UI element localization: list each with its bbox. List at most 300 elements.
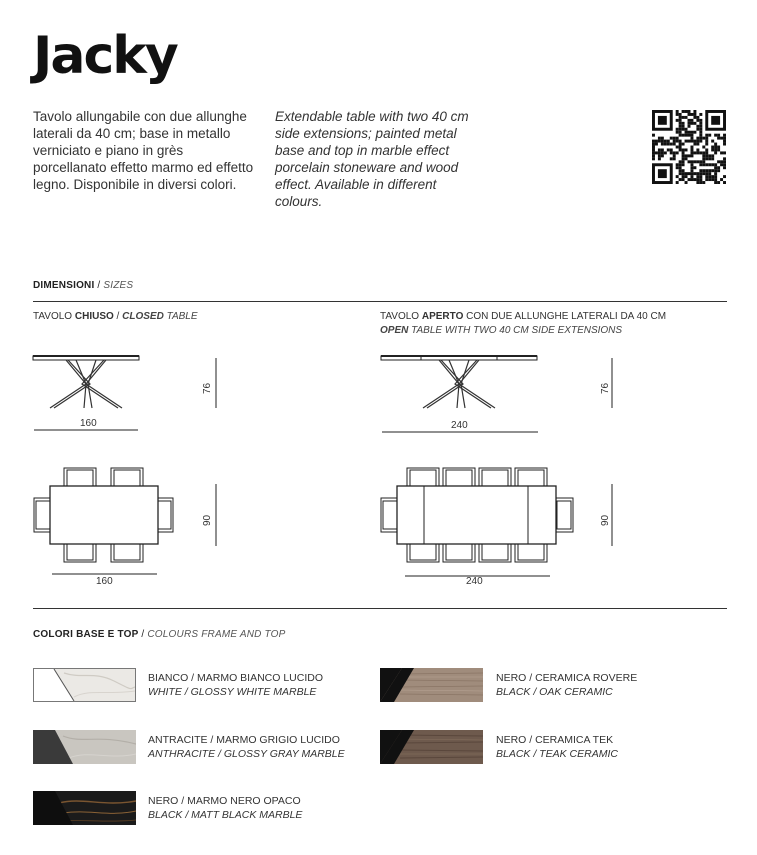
product-title: Jacky bbox=[33, 26, 177, 86]
qr-module bbox=[682, 169, 685, 172]
qr-module bbox=[714, 178, 717, 181]
qr-module bbox=[679, 169, 682, 172]
colors-divider bbox=[33, 608, 727, 609]
qr-module bbox=[658, 116, 667, 125]
caption-open-en: OPEN bbox=[380, 325, 409, 336]
closed-table-side-view bbox=[30, 350, 230, 440]
caption-extensions-en: TABLE WITH TWO 40 CM SIDE EXTENSIONS bbox=[408, 325, 623, 336]
qr-module bbox=[720, 160, 723, 163]
qr-module bbox=[679, 140, 682, 143]
qr-module bbox=[714, 166, 717, 169]
qr-module bbox=[699, 125, 702, 128]
qr-module bbox=[699, 163, 702, 166]
qr-module bbox=[714, 146, 717, 149]
caption-sep: / bbox=[113, 311, 123, 322]
qr-module bbox=[693, 122, 696, 125]
qr-module bbox=[690, 146, 693, 149]
qr-module bbox=[658, 169, 667, 178]
qr-module bbox=[699, 172, 702, 175]
qr-module bbox=[696, 137, 699, 140]
qr-module bbox=[688, 125, 691, 128]
qr-module bbox=[658, 148, 661, 151]
swatch-label-en: BLACK / MATT BLACK MARBLE bbox=[148, 809, 303, 821]
qr-module bbox=[685, 172, 688, 175]
open-table-top-view bbox=[378, 462, 623, 592]
qr-module bbox=[679, 134, 682, 137]
qr-module bbox=[676, 175, 679, 178]
qr-module bbox=[693, 151, 696, 154]
qr-module bbox=[693, 143, 696, 146]
qr-module bbox=[693, 110, 696, 113]
qr-module bbox=[705, 143, 708, 146]
qr-module bbox=[676, 131, 679, 134]
swatch-label-en: BLACK / TEAK CERAMIC bbox=[496, 748, 618, 760]
qr-module bbox=[690, 172, 693, 175]
qr-module bbox=[714, 148, 717, 151]
qr-module bbox=[655, 151, 658, 154]
qr-module bbox=[705, 151, 708, 154]
qr-module bbox=[711, 140, 714, 143]
qr-module bbox=[664, 143, 667, 146]
swatch-black-marble bbox=[33, 791, 136, 825]
qr-module bbox=[679, 172, 682, 175]
swatch-label-oak bbox=[496, 671, 637, 699]
qr-module bbox=[705, 172, 708, 175]
swatch-gray-marble bbox=[33, 730, 136, 764]
qr-module bbox=[679, 119, 682, 122]
qr-module bbox=[655, 140, 658, 143]
qr-module bbox=[690, 137, 693, 140]
qr-module bbox=[708, 163, 711, 166]
qr-module bbox=[693, 140, 696, 143]
qr-module bbox=[717, 146, 720, 149]
qr-module bbox=[708, 175, 711, 178]
qr-module bbox=[661, 140, 664, 143]
qr-module bbox=[699, 178, 702, 181]
qr-module bbox=[676, 151, 679, 154]
qr-module bbox=[682, 134, 685, 137]
qr-module bbox=[720, 137, 723, 140]
qr-module bbox=[690, 175, 693, 178]
qr-module bbox=[679, 131, 682, 134]
qr-module bbox=[696, 128, 699, 131]
qr-module bbox=[658, 154, 661, 157]
qr-module bbox=[723, 175, 726, 178]
qr-module bbox=[685, 131, 688, 134]
qr-module bbox=[688, 122, 691, 125]
qr-module bbox=[658, 140, 661, 143]
qr-module bbox=[696, 125, 699, 128]
qr-module bbox=[693, 116, 696, 119]
qr-module bbox=[690, 148, 693, 151]
qr-module bbox=[682, 172, 685, 175]
qr-module bbox=[688, 160, 691, 163]
qr-module bbox=[693, 113, 696, 116]
qr-module bbox=[676, 140, 679, 143]
qr-module bbox=[702, 154, 705, 157]
qr-module bbox=[652, 134, 655, 137]
description-italian: Tavolo allungabile con due allunghe laterali da 40 cm; base in metallo verniciato e piano in grès porcellanato effetto marmo ed effetto legno. Disponibile in diversi colori. bbox=[33, 109, 254, 192]
qr-module bbox=[714, 172, 717, 175]
qr-module bbox=[679, 160, 682, 163]
qr-module bbox=[685, 110, 688, 113]
swatch-label-en: BLACK / OAK CERAMIC bbox=[496, 686, 613, 698]
qr-module bbox=[696, 116, 699, 119]
qr-module bbox=[676, 128, 679, 131]
qr-module bbox=[673, 140, 676, 143]
qr-module bbox=[682, 122, 685, 125]
qr-module bbox=[685, 128, 688, 131]
qr-module bbox=[711, 146, 714, 149]
qr-module bbox=[711, 148, 714, 151]
closed-depth-label: 90 bbox=[202, 514, 213, 526]
qr-module bbox=[676, 119, 679, 122]
qr-module bbox=[688, 140, 691, 143]
qr-module bbox=[699, 113, 702, 116]
caption-open-it: APERTO bbox=[421, 311, 464, 322]
qr-module bbox=[714, 143, 717, 146]
qr-module bbox=[682, 110, 685, 113]
qr-module bbox=[708, 134, 711, 137]
open-table-side-view bbox=[378, 350, 618, 440]
sizes-divider bbox=[33, 301, 727, 302]
qr-module bbox=[661, 143, 664, 146]
qr-module bbox=[702, 181, 705, 184]
qr-module bbox=[679, 116, 682, 119]
qr-module bbox=[670, 137, 673, 140]
qr-module bbox=[723, 143, 726, 146]
qr-module bbox=[723, 160, 726, 163]
qr-module bbox=[711, 178, 714, 181]
qr-module bbox=[720, 178, 723, 181]
qr-module bbox=[682, 160, 685, 163]
qr-module bbox=[685, 154, 688, 157]
qr-module bbox=[714, 181, 717, 184]
qr-module bbox=[690, 178, 693, 181]
qr-module bbox=[658, 151, 661, 154]
qr-module bbox=[679, 146, 682, 149]
swatch-label-white bbox=[148, 671, 323, 699]
qr-module bbox=[702, 157, 705, 160]
qr-module bbox=[688, 131, 691, 134]
swatch-label-it: ANTRACITE / MARMO GRIGIO LUCIDO bbox=[148, 734, 340, 746]
qr-module bbox=[652, 143, 655, 146]
qr-module bbox=[723, 140, 726, 143]
qr-module bbox=[711, 157, 714, 160]
open-depth-label: 90 bbox=[600, 514, 611, 526]
qr-module bbox=[676, 166, 679, 169]
qr-module bbox=[679, 163, 682, 166]
swatch-white-marble bbox=[33, 668, 136, 702]
qr-module bbox=[708, 154, 711, 157]
qr-module bbox=[717, 134, 720, 137]
qr-module bbox=[696, 140, 699, 143]
qr-module bbox=[652, 140, 655, 143]
qr-module bbox=[655, 143, 658, 146]
qr-module bbox=[679, 128, 682, 131]
qr-module bbox=[696, 151, 699, 154]
qr-module bbox=[696, 143, 699, 146]
qr-module bbox=[696, 178, 699, 181]
open-height-label: 76 bbox=[600, 382, 611, 394]
qr-module bbox=[685, 116, 688, 119]
qr-module bbox=[705, 134, 708, 137]
qr-module bbox=[690, 113, 693, 116]
qr-module bbox=[714, 151, 717, 154]
qr-module bbox=[699, 128, 702, 131]
qr-module bbox=[676, 163, 679, 166]
qr-module bbox=[682, 175, 685, 178]
swatch-label-en: ANTHRACITE / GLOSSY GRAY MARBLE bbox=[148, 748, 345, 760]
qr-module bbox=[699, 175, 702, 178]
qr-module bbox=[682, 116, 685, 119]
qr-module bbox=[676, 181, 679, 184]
qr-module bbox=[682, 148, 685, 151]
qr-module bbox=[723, 163, 726, 166]
qr-module bbox=[652, 148, 655, 151]
qr-module bbox=[679, 125, 682, 128]
qr-module bbox=[714, 175, 717, 178]
qr-module bbox=[652, 154, 655, 157]
qr-module bbox=[711, 154, 714, 157]
qr-module bbox=[696, 181, 699, 184]
qr-module bbox=[661, 137, 664, 140]
qr-module bbox=[702, 172, 705, 175]
qr-module bbox=[676, 110, 679, 113]
qr-module bbox=[673, 143, 676, 146]
qr-module bbox=[693, 160, 696, 163]
qr-module bbox=[688, 178, 691, 181]
qr-module bbox=[702, 146, 705, 149]
qr-module bbox=[723, 166, 726, 169]
caption-table-en: TABLE bbox=[163, 311, 198, 322]
caption-text: TAVOLO bbox=[33, 311, 75, 322]
qr-module bbox=[661, 154, 664, 157]
swatch-label-it: NERO / CERAMICA TEK bbox=[496, 734, 614, 746]
sizes-separator: / bbox=[94, 280, 104, 291]
qr-module bbox=[708, 178, 711, 181]
qr-module bbox=[708, 172, 711, 175]
qr-module bbox=[679, 148, 682, 151]
qr-module bbox=[685, 181, 688, 184]
qr-module bbox=[702, 160, 705, 163]
qr-module bbox=[682, 157, 685, 160]
closed-top-width-label: 160 bbox=[96, 576, 113, 587]
swatch-label-anthracite bbox=[148, 733, 345, 761]
qr-module bbox=[699, 151, 702, 154]
qr-module bbox=[676, 146, 679, 149]
qr-module bbox=[693, 172, 696, 175]
qr-module bbox=[682, 163, 685, 166]
qr-module bbox=[696, 175, 699, 178]
qr-module bbox=[682, 143, 685, 146]
qr-module bbox=[723, 157, 726, 160]
qr-module bbox=[705, 148, 708, 151]
caption-extensions-it: CON DUE ALLUNGHE LATERALI DA 40 CM bbox=[463, 311, 667, 322]
swatch-label-teak bbox=[496, 733, 618, 761]
qr-module bbox=[699, 131, 702, 134]
qr-module bbox=[690, 151, 693, 154]
qr-module bbox=[717, 169, 720, 172]
qr-module bbox=[699, 119, 702, 122]
qr-module bbox=[717, 181, 720, 184]
qr-module bbox=[688, 113, 691, 116]
qr-module bbox=[717, 148, 720, 151]
closed-width-label: 160 bbox=[80, 418, 97, 429]
qr-module bbox=[690, 122, 693, 125]
qr-module bbox=[708, 169, 711, 172]
qr-module bbox=[702, 151, 705, 154]
qr-module bbox=[690, 166, 693, 169]
qr-module bbox=[705, 178, 708, 181]
qr-module bbox=[699, 160, 702, 163]
qr-module bbox=[670, 148, 673, 151]
qr-module bbox=[714, 169, 717, 172]
qr-module bbox=[679, 122, 682, 125]
qr-module bbox=[667, 140, 670, 143]
qr-module bbox=[693, 166, 696, 169]
sizes-label-it: DIMENSIONI bbox=[33, 280, 95, 291]
qr-module bbox=[696, 172, 699, 175]
qr-module bbox=[685, 157, 688, 160]
qr-module bbox=[682, 125, 685, 128]
qr-module bbox=[682, 154, 685, 157]
swatch-teak-ceramic bbox=[380, 730, 483, 764]
qr-module bbox=[717, 137, 720, 140]
qr-module bbox=[685, 140, 688, 143]
qr-module bbox=[667, 148, 670, 151]
qr-module bbox=[705, 137, 708, 140]
qr-module bbox=[670, 157, 673, 160]
qr-module bbox=[688, 154, 691, 157]
qr-module bbox=[673, 154, 676, 157]
qr-module bbox=[690, 160, 693, 163]
qr-module bbox=[696, 119, 699, 122]
qr-module bbox=[673, 151, 676, 154]
qr-module bbox=[682, 128, 685, 131]
qr-module bbox=[670, 143, 673, 146]
swatch-label-it: NERO / CERAMICA ROVERE bbox=[496, 672, 638, 684]
qr-module bbox=[690, 154, 693, 157]
qr-module bbox=[688, 110, 691, 113]
qr-module bbox=[679, 166, 682, 169]
qr-module bbox=[661, 148, 664, 151]
qr-module bbox=[717, 166, 720, 169]
qr-module bbox=[688, 134, 691, 137]
qr-module bbox=[673, 157, 676, 160]
qr-module bbox=[717, 160, 720, 163]
qr-module bbox=[679, 178, 682, 181]
qr-module bbox=[661, 151, 664, 154]
qr-module bbox=[679, 113, 682, 116]
qr-module bbox=[711, 169, 714, 172]
qr-module bbox=[652, 146, 655, 149]
qr-module bbox=[720, 151, 723, 154]
qr-module bbox=[714, 134, 717, 137]
closed-table-caption bbox=[33, 310, 198, 324]
swatch-label-en: WHITE / GLOSSY WHITE MARBLE bbox=[148, 686, 317, 698]
caption-closed-en: CLOSED bbox=[122, 311, 164, 322]
qr-code-icon[interactable] bbox=[652, 110, 726, 184]
qr-module bbox=[690, 140, 693, 143]
qr-module bbox=[705, 169, 708, 172]
qr-module bbox=[705, 157, 708, 160]
qr-module bbox=[702, 169, 705, 172]
description-english: Extendable table with two 40 cm side extensions; painted metal base and top in marble effect porcelain stoneware and wood effect. Available in different colours. bbox=[275, 109, 469, 209]
qr-module bbox=[723, 137, 726, 140]
qr-module bbox=[682, 151, 685, 154]
closed-table-top-view bbox=[30, 462, 230, 592]
qr-module bbox=[696, 148, 699, 151]
qr-module bbox=[658, 137, 661, 140]
colors-section-label bbox=[33, 629, 286, 640]
qr-module bbox=[688, 119, 691, 122]
qr-module bbox=[652, 151, 655, 154]
qr-module bbox=[705, 163, 708, 166]
qr-module bbox=[664, 140, 667, 143]
qr-module bbox=[699, 169, 702, 172]
qr-module bbox=[693, 131, 696, 134]
qr-module bbox=[711, 163, 714, 166]
open-width-label: 240 bbox=[451, 420, 468, 431]
caption-text: TAVOLO bbox=[380, 311, 422, 322]
qr-module bbox=[690, 131, 693, 134]
qr-module bbox=[705, 140, 708, 143]
qr-module bbox=[711, 175, 714, 178]
qr-module bbox=[658, 157, 661, 160]
qr-module bbox=[690, 119, 693, 122]
qr-module bbox=[723, 134, 726, 137]
qr-module bbox=[708, 157, 711, 160]
qr-module bbox=[685, 134, 688, 137]
qr-module bbox=[705, 175, 708, 178]
qr-module bbox=[696, 160, 699, 163]
qr-module bbox=[702, 163, 705, 166]
qr-module bbox=[676, 137, 679, 140]
colors-label-it: COLORI BASE E TOP bbox=[33, 629, 139, 640]
swatch-label-it: BIANCO / MARMO BIANCO LUCIDO bbox=[148, 672, 324, 684]
qr-module bbox=[699, 140, 702, 143]
qr-module bbox=[670, 151, 673, 154]
qr-module bbox=[664, 151, 667, 154]
qr-module bbox=[652, 157, 655, 160]
qr-module bbox=[711, 116, 720, 125]
qr-module bbox=[685, 175, 688, 178]
qr-module bbox=[693, 178, 696, 181]
colors-label-en: COLOURS FRAME AND TOP bbox=[147, 629, 286, 640]
qr-module bbox=[714, 163, 717, 166]
closed-height-label: 76 bbox=[202, 382, 213, 394]
qr-module bbox=[699, 134, 702, 137]
qr-module bbox=[690, 163, 693, 166]
qr-module bbox=[673, 137, 676, 140]
qr-module bbox=[676, 113, 679, 116]
sizes-section-label bbox=[33, 280, 133, 291]
swatch-label-black-marble bbox=[148, 794, 302, 822]
colors-separator: / bbox=[138, 629, 148, 640]
swatch-oak-ceramic bbox=[380, 668, 483, 702]
sizes-label-en: SIZES bbox=[103, 280, 134, 291]
qr-module bbox=[705, 154, 708, 157]
qr-module bbox=[685, 148, 688, 151]
qr-module bbox=[699, 137, 702, 140]
qr-module bbox=[723, 181, 726, 184]
qr-module bbox=[702, 137, 705, 140]
qr-module bbox=[723, 151, 726, 154]
qr-module bbox=[682, 178, 685, 181]
swatch-label-it: NERO / MARMO NERO OPACO bbox=[148, 795, 301, 807]
qr-module bbox=[690, 134, 693, 137]
